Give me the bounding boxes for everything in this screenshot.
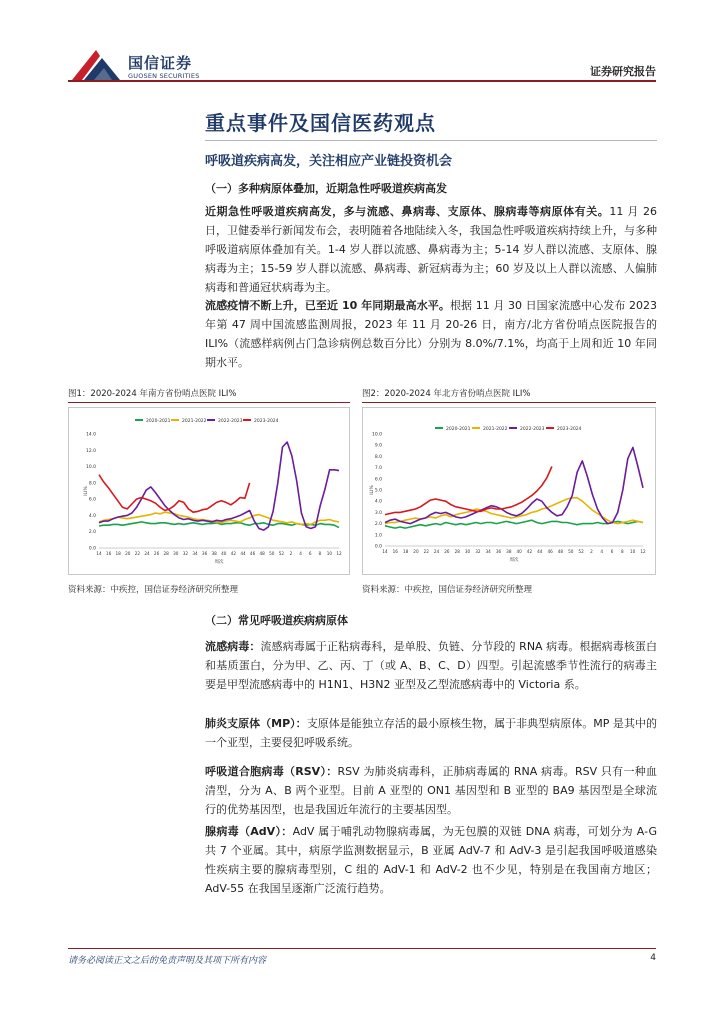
x-tick-label: 44 [537, 549, 543, 554]
x-tick-label: 12 [336, 551, 342, 556]
pathogen-name: 呼吸道合胞病毒（RSV）： [205, 765, 338, 778]
y-tick-label: 4.0 [374, 499, 382, 505]
x-tick-label: 50 [269, 551, 275, 556]
x-tick-label: 10 [326, 551, 333, 556]
x-tick-label: 4 [299, 551, 302, 556]
legend-label: 2023-2024 [254, 419, 279, 424]
footer-divider [68, 948, 656, 949]
x-tick-label: 14 [96, 551, 102, 556]
pathogen-adenovirus [205, 822, 657, 898]
x-tick-label: 42 [230, 551, 237, 556]
header-divider [68, 80, 656, 82]
figure1-rule [68, 402, 350, 403]
x-tick-label: 42 [526, 549, 533, 554]
y-tick-label: 9.0 [374, 443, 382, 449]
section-divider [205, 140, 657, 141]
x-tick-label: 26 [444, 549, 450, 554]
x-tick-label: 20 [125, 551, 131, 556]
x-tick-label: 44 [240, 551, 246, 556]
x-tick-label: 4 [600, 549, 604, 554]
x-tick-label: 22 [423, 549, 429, 554]
pathogen-name: 流感病毒： [205, 640, 261, 653]
paragraph-acute-respiratory [205, 202, 657, 297]
pathogen-influenza [205, 637, 657, 694]
x-tick-label: 36 [495, 549, 502, 554]
y-tick-label: 2.0 [88, 530, 96, 536]
x-tick-label: 50 [568, 549, 574, 554]
page-number: 4 [650, 953, 656, 963]
chart-north-svg [363, 408, 655, 574]
chart-legend [135, 418, 279, 424]
x-tick-label: 10 [630, 549, 636, 554]
x-tick-label: 8 [318, 551, 322, 556]
paragraph-body: 11 月 26 日，卫健委举行新闻发布会，表明随着各地陆续入冬，我国急性呼吸道疾病持续上升，与多种呼吸道病原体叠加有关。1-4 岁人群以流感、鼻病毒为主；5-14 岁人群以流感、支原体、腺病毒为主；15-59 岁人群以流感、鼻病毒、新冠病毒为主；60 岁及以上人群以流感、人偏肺病毒和普通冠状病毒为主。 [205, 205, 657, 294]
legend-label: 2023-2024 [557, 427, 582, 432]
x-tick-label: 30 [173, 551, 179, 556]
y-tick-label: 7.0 [374, 466, 382, 472]
legend-label: 2020-2021 [446, 427, 471, 432]
y-tick-label: 6.0 [374, 477, 382, 483]
figure1-chart [68, 407, 350, 575]
pathogen-text: 流感病毒属于正粘病毒科，是单股、负链、分节段的 RNA 病毒。根据病毒核蛋白和基质蛋白，分为甲、乙、丙、丁（或 A、B、C、D）四型。引起流感季节性流行的病毒主要是甲型流感病毒中的 H1N1、H3N2 亚型及乙型流感病毒中的 Victoria 系。 [205, 640, 658, 691]
x-axis-label: 周次 [509, 558, 519, 563]
chart-south-svg [69, 408, 349, 574]
y-tick-label: 12.0 [85, 448, 96, 454]
part2-title: （二）常见呼吸道疾病病原体 [205, 614, 348, 627]
y-tick-label: 10.0 [371, 432, 382, 438]
figure2-source: 资料来源：中疾控，国信证券经济研究所整理 [362, 585, 533, 595]
y-tick-label: 1.0 [374, 533, 382, 539]
series-line [385, 467, 552, 515]
x-tick-label: 36 [201, 551, 208, 556]
x-tick-label: 18 [115, 551, 121, 556]
x-tick-label: 52 [578, 549, 584, 554]
y-tick-label: 5.0 [374, 488, 382, 494]
x-tick-label: 12 [640, 549, 646, 554]
figure2-chart [362, 407, 656, 575]
y-tick-label: 6.0 [88, 497, 96, 503]
x-tick-label: 38 [506, 549, 512, 554]
figure1-source: 资料来源：中疾控，国信证券经济研究所整理 [68, 585, 239, 595]
x-tick-label: 20 [413, 549, 419, 554]
pathogen-text: 支原体是能独立存活的最小原核生物，属于非典型病原体。MP 是其中的一个亚型，主要侵犯呼吸系统。 [205, 717, 657, 749]
series-line [99, 475, 250, 513]
x-tick-label: 6 [308, 551, 312, 556]
x-tick-label: 2 [590, 549, 593, 554]
x-tick-label: 48 [557, 549, 564, 554]
page-header [0, 0, 724, 92]
x-tick-label: 8 [621, 549, 624, 554]
pathogen-name: 肺炎支原体（MP）： [205, 717, 307, 730]
paragraph-body: 根据 11 月 30 日国家流感中心发布 2023 年第 47 周中国流感监测周报，2023 年 11 月 20-26 日，南方/北方省份哨点医院报告的 ILI%（流感样病例占门急诊病例总数百分比）分别为 8.0%/7.1%，均高于上周和近 10 年同期水平。 [205, 299, 657, 369]
pathogen-name: 腺病毒（AdV）： [205, 825, 293, 838]
x-tick-label: 40 [516, 549, 522, 554]
x-tick-label: 14 [382, 549, 388, 554]
x-tick-label: 52 [278, 551, 285, 556]
series-line [385, 447, 643, 523]
x-tick-label: 28 [163, 551, 169, 556]
y-tick-label: 3.0 [374, 510, 382, 516]
x-tick-label: 24 [144, 551, 150, 556]
x-tick-label: 32 [475, 549, 481, 554]
x-tick-label: 6 [610, 549, 614, 554]
y-axis-label: ILI% [370, 485, 375, 495]
y-tick-label: 10.0 [85, 465, 96, 471]
x-tick-label: 2 [289, 551, 293, 556]
pathogen-text: AdV 属于哺乳动物腺病毒属，为无包膜的双链 DNA 病毒，可划分为 A-G 共 7 个亚属。其中，病原学监测数据显示，B 亚属 AdV-7 和 AdV-3 是引起我国呼吸道感染性疾病主要的腺病毒型别，C 组的 AdV-1 和 AdV-2 也不少见，特别是在我国南方地区；AdV-55 在我国呈逐渐广泛流行趋势。 [205, 825, 657, 895]
x-tick-label: 30 [464, 549, 471, 554]
part1-title: （一）多种病原体叠加，近期急性呼吸道疾病高发 [205, 182, 447, 195]
chart-legend [435, 426, 582, 432]
logo-chinese-name: 国信证券 [128, 54, 193, 72]
x-axis-label: 周次 [214, 560, 224, 565]
pathogen-rsv [205, 762, 657, 819]
x-tick-label: 48 [259, 551, 265, 556]
y-tick-label: 0.0 [374, 544, 382, 550]
x-tick-label: 28 [454, 549, 460, 554]
x-tick-label: 22 [134, 551, 141, 556]
paragraph-lead: 流感疫情不断上升，已至近 10 年同期最高水平。 [205, 299, 450, 312]
series-line [385, 520, 643, 528]
pathogen-mycoplasma [205, 714, 657, 752]
guosen-logo-icon [70, 46, 124, 84]
footer-disclaimer: 请务必阅读正文之后的免责声明及其项下所有内容 [68, 956, 267, 966]
legend-label: 2021-2022 [182, 419, 207, 424]
figure1-caption: 图1：2020-2024 年南方省份哨点医院 ILI% [68, 389, 237, 399]
sub-title: 呼吸道疾病高发，关注相应产业链投资机会 [205, 154, 453, 169]
x-tick-label: 16 [392, 549, 398, 554]
x-tick-label: 46 [547, 549, 553, 554]
x-tick-label: 16 [105, 551, 112, 556]
figure2-caption: 图2：2020-2024 年北方省份哨点医院 ILI% [362, 389, 531, 399]
y-tick-label: 14.0 [85, 432, 96, 438]
paragraph-lead: 近期急性呼吸道疾病高发，多与流感、鼻病毒、支原体、腺病毒等病原体有关。 [205, 205, 610, 218]
report-type-label: 证券研究报告 [590, 65, 656, 78]
section-title: 重点事件及国信医药观点 [205, 111, 436, 135]
x-tick-label: 24 [433, 549, 440, 554]
legend-label: 2020-2021 [146, 419, 171, 424]
x-tick-label: 34 [485, 549, 491, 554]
paragraph-influenza-rise [205, 296, 657, 372]
x-tick-label: 32 [182, 551, 189, 556]
x-tick-label: 40 [221, 551, 227, 556]
legend-label: 2022-2023 [520, 427, 545, 432]
figure2-rule [362, 402, 656, 403]
x-tick-label: 26 [153, 551, 160, 556]
y-tick-label: 4.0 [88, 513, 96, 519]
legend-label: 2022-2023 [218, 419, 243, 424]
x-tick-label: 18 [402, 549, 409, 554]
pathogen-text: RSV 为肺炎病毒科，正肺病毒属的 RNA 病毒。RSV 只有一种血清型，分为 A、B 两个亚型。目前 A 亚型的 ON1 基因型和 B 亚型的 BA9 基因型是全球流行的优势基因型，也是我国近年流行的主要基因型。 [205, 765, 658, 816]
y-tick-label: 0.0 [88, 546, 96, 552]
y-tick-label: 8.0 [374, 454, 382, 460]
y-tick-label: 2.0 [374, 522, 382, 528]
x-tick-label: 46 [249, 551, 256, 556]
legend-label: 2021-2022 [483, 427, 508, 432]
y-axis-label: ILI% [84, 486, 89, 496]
x-tick-label: 38 [211, 551, 217, 556]
x-tick-label: 34 [192, 551, 198, 556]
y-tick-label: 8.0 [88, 481, 96, 487]
logo-english-name: GUOSEN SECURITIES [128, 72, 200, 80]
